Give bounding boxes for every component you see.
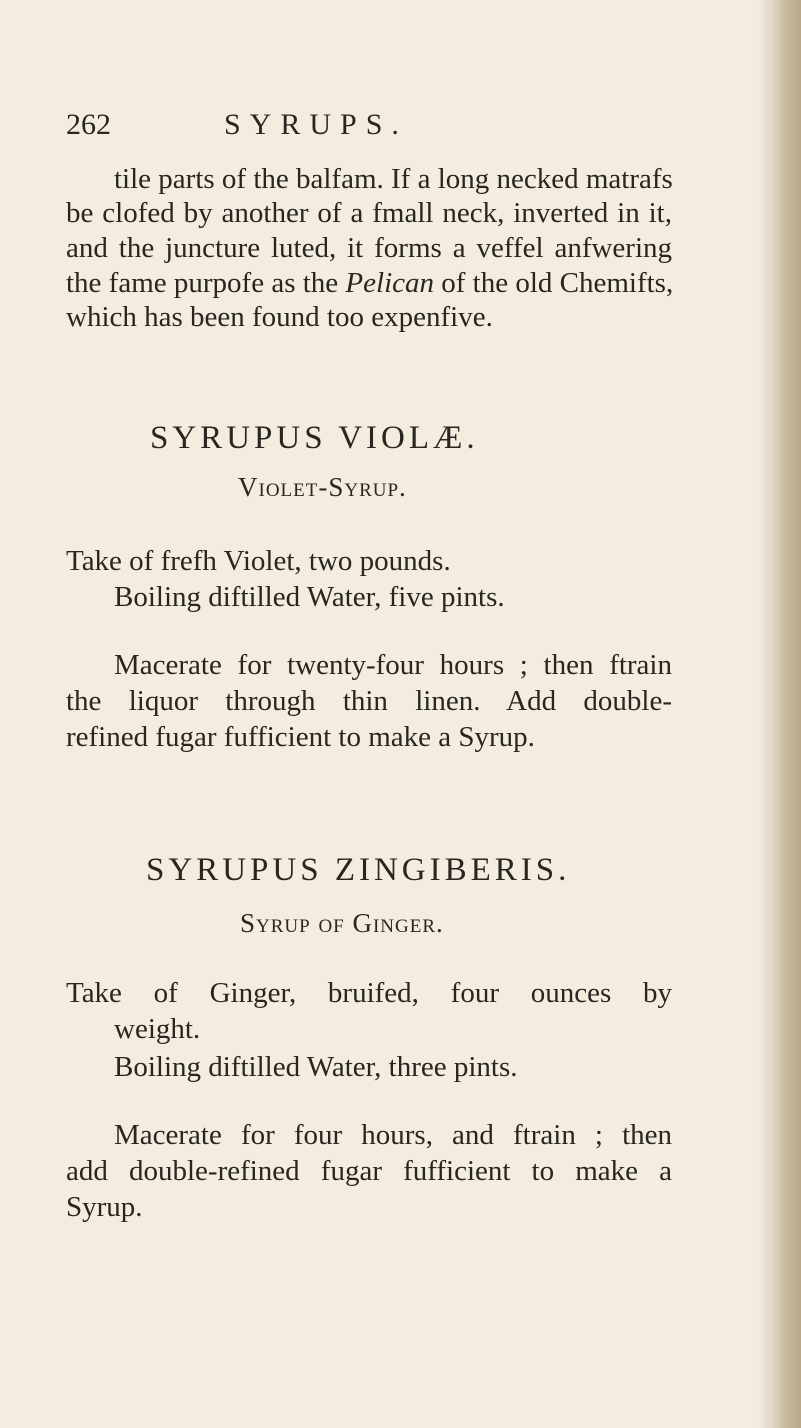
ingredient-line: Boiling diftilled Water, five pints. bbox=[114, 581, 505, 613]
ingredient-line: Take of Ginger, bruifed, four ounces by bbox=[66, 977, 672, 1009]
recipe-latin-title: SYRUPUS VIOLÆ. bbox=[150, 420, 479, 456]
page-edge bbox=[769, 0, 801, 1428]
page-header bbox=[66, 108, 666, 148]
ingredient-line: Boiling diftilled Water, three pints. bbox=[114, 1051, 518, 1083]
directions-line: refined fugar fufficient to make a Syrup. bbox=[66, 721, 535, 753]
directions-line: the liquor through thin linen. Add double- bbox=[66, 685, 672, 717]
page-gutter-shadow bbox=[759, 0, 769, 1428]
intro-line-1: tile parts of the balfam. If a long necked matrafs bbox=[114, 163, 673, 195]
directions-line: Macerate for twenty-four hours ; then ftrain bbox=[114, 649, 672, 681]
directions-line: Macerate for four hours, and ftrain ; then bbox=[114, 1119, 672, 1151]
intro-line-3: and the juncture luted, it forms a veffel anfwering bbox=[66, 232, 672, 264]
intro-line-5: which has been found too expenfive. bbox=[66, 301, 493, 333]
recipe-latin-title: SYRUPUS ZINGIBERIS. bbox=[146, 852, 571, 888]
running-title: SYRUPS. bbox=[224, 108, 408, 141]
directions-line: add double-refined fugar fufficient to make a bbox=[66, 1155, 672, 1187]
page-number: 262 bbox=[66, 108, 111, 141]
italic-term: Pelican bbox=[345, 267, 434, 299]
ingredient-line: Take of frefh Violet, two pounds. bbox=[66, 545, 451, 577]
recipe-english-title: Syrup of Ginger. bbox=[240, 908, 444, 938]
ingredient-line: weight. bbox=[114, 1013, 201, 1045]
intro-line-2: be clofed by another of a fmall neck, inverted in it, bbox=[66, 197, 672, 229]
intro-line-4: the fame purpofe as the Pelican of the old Chemifts, bbox=[66, 267, 674, 299]
directions-line: Syrup. bbox=[66, 1191, 143, 1223]
recipe-english-title: Violet-Syrup. bbox=[238, 472, 407, 502]
